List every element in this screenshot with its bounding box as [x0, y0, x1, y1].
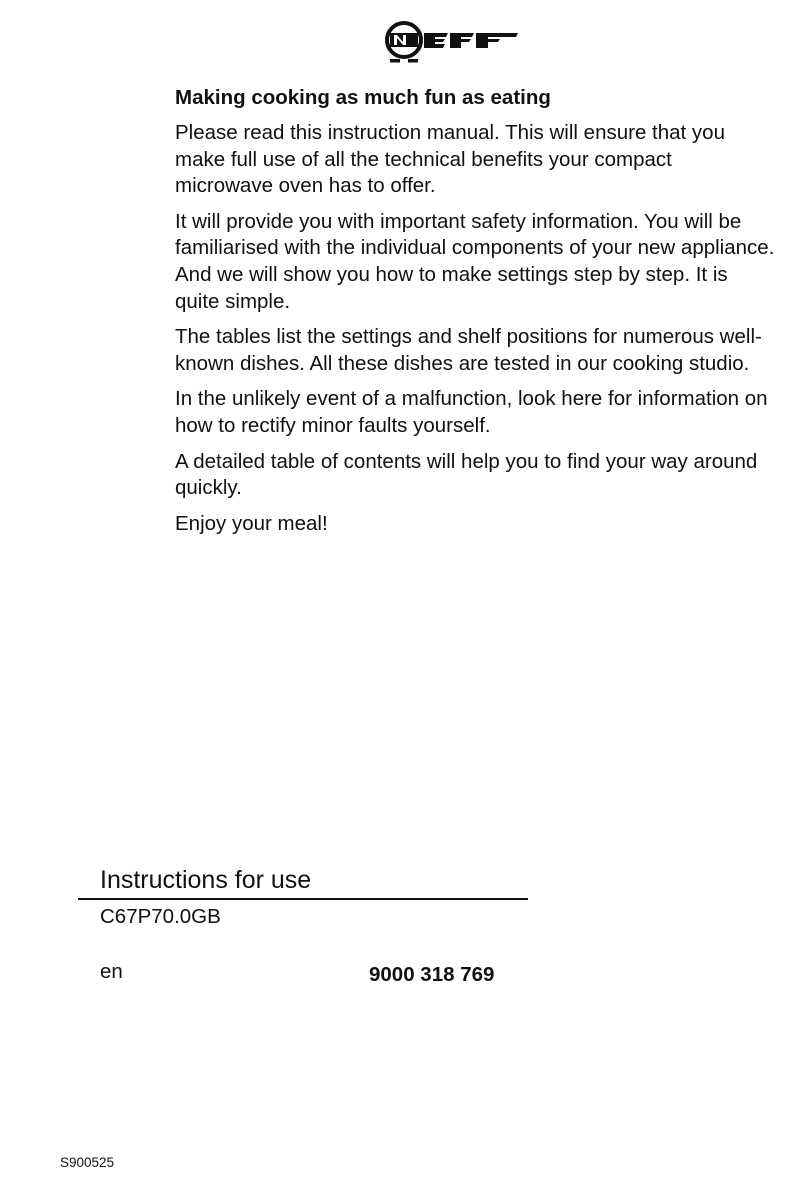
- intro-heading: Making cooking as much fun as eating: [175, 86, 551, 109]
- language-code: en: [100, 960, 123, 983]
- intro-paragraph-6: Enjoy your meal!: [175, 511, 328, 535]
- part-number: 9000 318 769: [369, 963, 495, 986]
- intro-paragraph-2: It will provide you with important safety information. You will be familiarised with the individual components of your new appliance. And we will show you how to make settings step by step. It is quite simple.: [175, 209, 775, 313]
- intro-section: [175, 84, 775, 546]
- neff-logo: [382, 20, 520, 64]
- intro-paragraph-3: The tables list the settings and shelf positions for numerous well-known dishes. All these dishes are tested in our cooking studio.: [175, 325, 762, 375]
- document-id: S900525: [60, 1155, 115, 1170]
- title-underline: [78, 898, 528, 900]
- intro-paragraph-5: A detailed table of contents will help you to find your way around quickly.: [175, 449, 758, 500]
- intro-paragraph-1: Please read this instruction manual. This will ensure that you make full use of all the technical benefits your compact microwave oven has to offer.: [175, 121, 725, 198]
- model-number: C67P70.0GB: [100, 905, 221, 928]
- document-title: Instructions for use: [100, 866, 312, 894]
- intro-paragraph-4: In the unlikely event of a malfunction, look here for information on how to rectify minor faults yourself.: [175, 387, 768, 437]
